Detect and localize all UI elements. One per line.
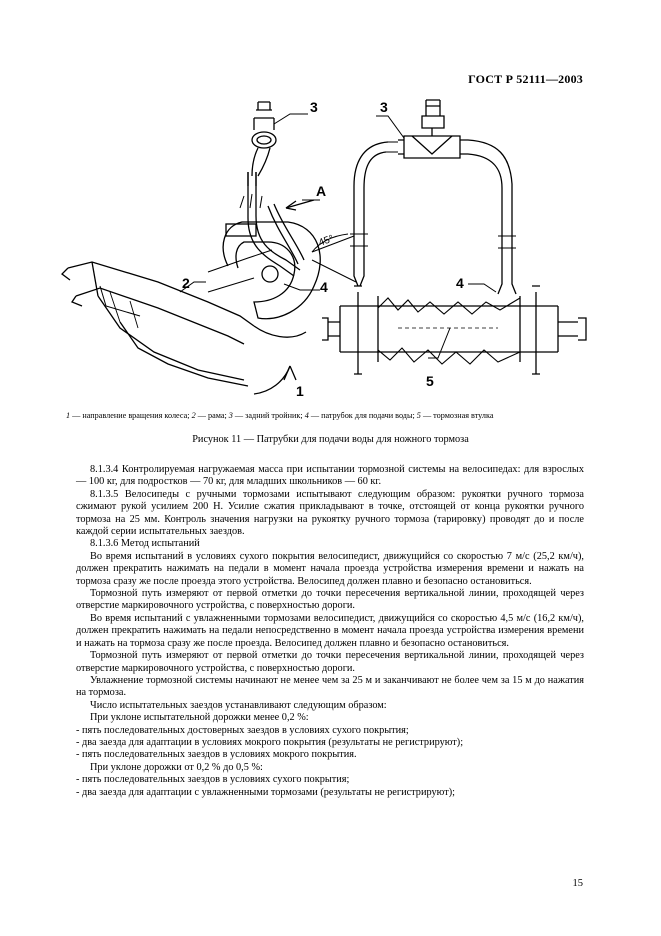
paragraph-dry-test: Во время испытаний в условиях сухого покрытия велосипедист, движущийся со скоростью 7 м/с (25,2 км/ч), должен прекратить нажимать на педали в момент начала проезда устройства измерения времени и нажать на тормоза сразу же после проезда этого устройства. Велосипед должен плавно и безопасно остановиться. (76, 550, 584, 587)
legend-t1: — направление вращения колеса; (70, 411, 192, 420)
label-5: 5 (426, 373, 434, 389)
list-item: - пять последовательных заездов в условиях сухого покрытия; (76, 774, 350, 786)
label-3-left: 3 (310, 99, 318, 115)
list-item: - два заезда для адаптации в условиях мокрого покрытия (результаты не регистрируют); (76, 736, 464, 748)
paragraph-8-1-3-5: 8.1.3.5 Велосипеды с ручными тормозами испытывают следующим образом: рукоятки ручного тормоза сжимают рукой усилием 200 Н. Усилие сжатия прикладывают в точке, отстоящей от конца рукоятки ручного тормоза на 25 мм. Контроль значения нагрузки на рукоятку ручного тормоза (тарировку) проводят до и после каждой серии испытательных заездов. (76, 488, 584, 538)
legend-n3: 3 (228, 411, 233, 420)
supply-tube-left (354, 142, 388, 224)
clamp (226, 224, 256, 236)
legend-t3: — задний тройник; (232, 411, 305, 420)
label-a: A (316, 183, 327, 199)
list-item: - пять последовательных достоверных заездов в условиях сухого покрытия; (76, 724, 409, 736)
legend-t2: — рама; (195, 411, 229, 420)
supply-tube-right (468, 140, 512, 224)
page-number: 15 (572, 878, 583, 889)
frame-tube-lower (76, 288, 244, 344)
paragraph-8-1-3-4: 8.1.3.4 Контролируемая нагружаемая масса при испытании тормозной системы на велосипедах: для взрослых — 100 кг, для подростков — 70 кг, для младших школьников — 60 кг. (76, 464, 584, 488)
legend-t4: — патрубок для подачи воды; (308, 411, 417, 420)
paragraph-dry-distance: Тормозной путь измеряют от первой отметки до точки пересечения вертикальной линии, проходящей через отверстие маркировочного устройства, с поверхностью дороги. (76, 588, 584, 612)
figure-legend (66, 411, 594, 420)
tee-coil (252, 132, 276, 148)
legend-n2: 2 (191, 411, 196, 420)
brake-water-nozzle-figure (58, 96, 598, 406)
body-text (76, 464, 584, 799)
paragraph-8-1-3-6: 8.1.3.6 Метод испытаний (90, 538, 200, 550)
frame-tube (68, 262, 254, 326)
paragraph-slope-low: При уклоне испытательной дорожки менее 0,2 %: (90, 712, 309, 724)
paragraph-slope-mid: При уклоне дорожки от 0,2 % до 0,5 %: (90, 761, 263, 773)
label-4-right: 4 (456, 275, 464, 291)
list-item: - два заезда для адаптации с увлажненными тормозами (результаты не регистрируют); (76, 786, 455, 798)
legend-n4: 4 (304, 411, 309, 420)
legend-n1: 1 (66, 411, 71, 420)
brake-hub (322, 286, 586, 374)
legend-n5: 5 (416, 411, 421, 420)
label-2: 2 (182, 275, 190, 291)
axle-circle (262, 266, 278, 282)
tee-right (398, 100, 468, 158)
label-3-right: 3 (380, 99, 388, 115)
document-header: ГОСТ Р 52111—2003 (468, 72, 583, 86)
figure-caption: Рисунок 11 — Патрубки для подачи воды для ножного тормоза (192, 434, 469, 445)
label-angle: 45° (317, 233, 336, 249)
arrow-a (286, 200, 314, 208)
paragraph-wet-test: Во время испытаний с увлажненными тормозами велосипедист, движущийся со скоростью 4,5 м/с (16,2 км/ч), должен прекратить нажимать на педали непосредственно в момент начала проезда устройства измерения времени и нажать на тормоза сразу же после проезда. Велосипед должен плавно и безопасно остановиться. (76, 612, 584, 649)
paragraph-wet-distance: Тормозной путь измеряют от первой отметки до точки пересечения вертикальной линии, проходящей через отверстие маркировочного устройства, с поверхностью дороги. (76, 650, 584, 674)
label-1: 1 (296, 383, 304, 399)
list-item: - пять последовательных заездов в условиях мокрого покрытия. (76, 749, 357, 761)
paragraph-wetting: Увлажнение тормозной системы начинают не менее чем за 25 м и заканчивают не более чем за 15 м до нажатия на тормоза. (76, 674, 584, 699)
paragraph-runs: Число испытательных заездов устанавливают следующим образом: (90, 699, 387, 711)
legend-t5: — тормозная втулка (420, 411, 494, 420)
label-4-left: 4 (320, 279, 328, 295)
